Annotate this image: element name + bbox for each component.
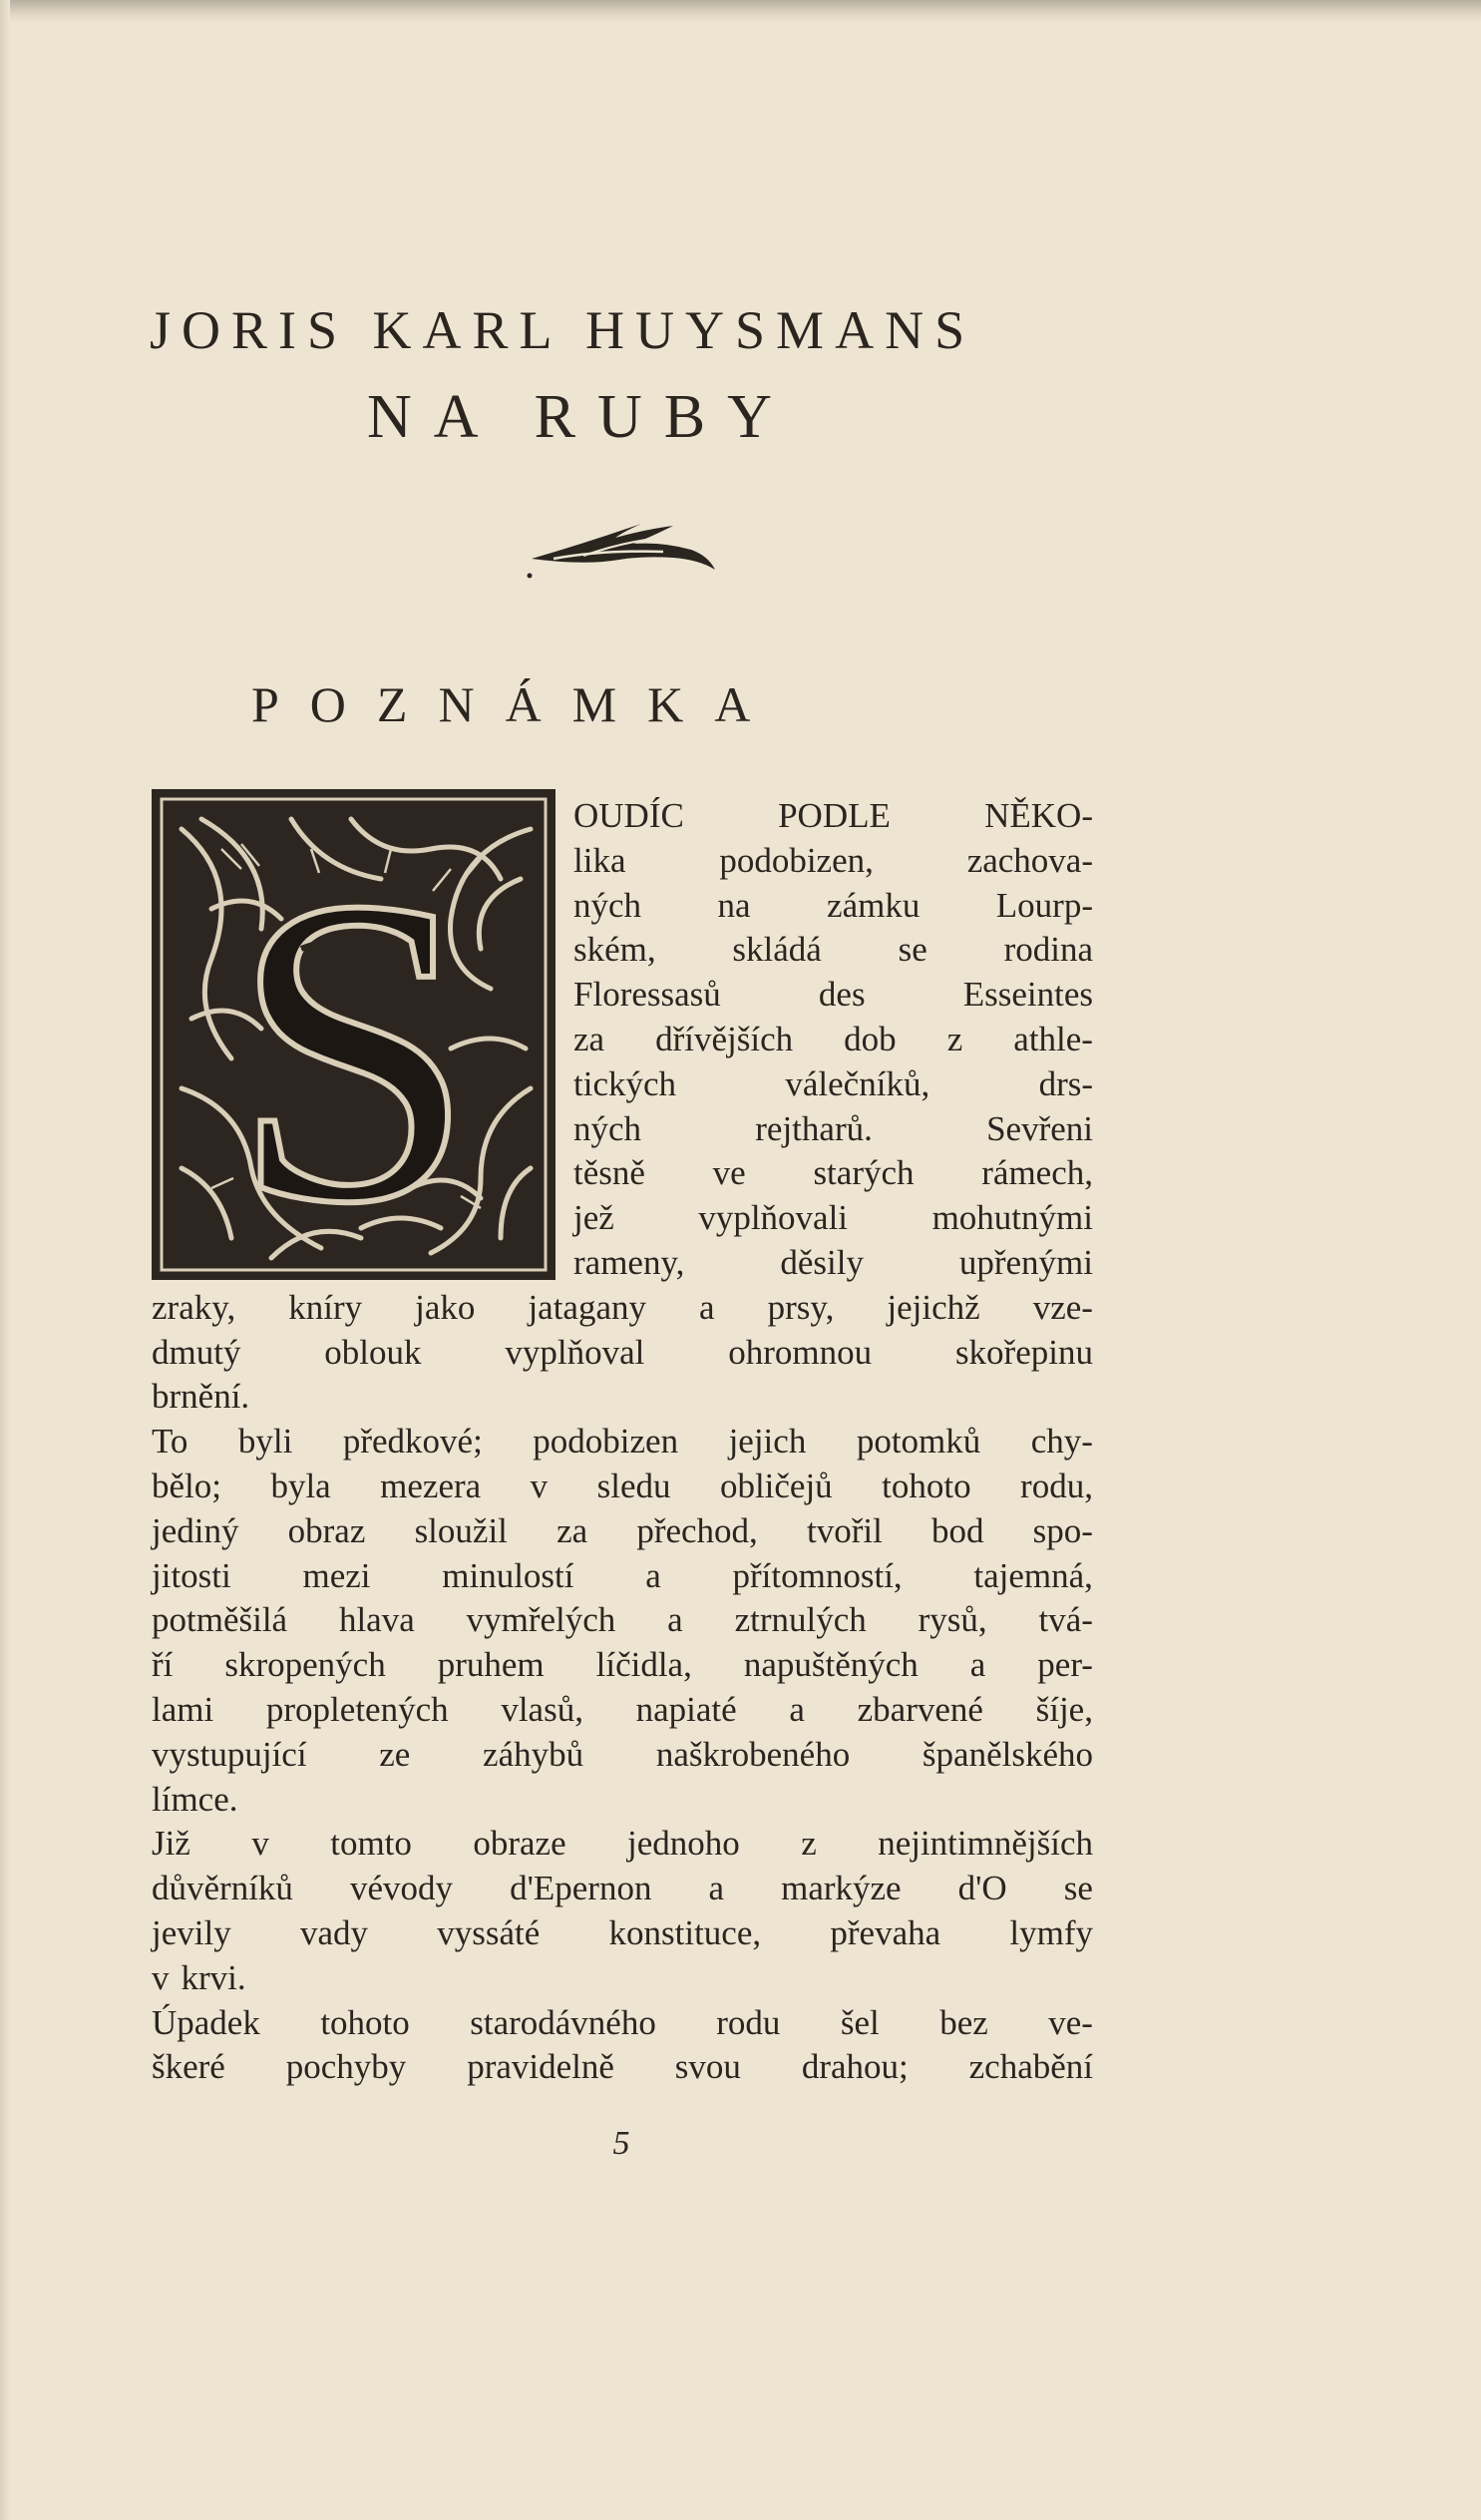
- text-line: [573, 973, 1093, 1018]
- word: ří: [152, 1645, 174, 1685]
- text-line: [573, 1241, 1093, 1286]
- word: rejtharů.: [755, 1108, 873, 1148]
- word: upřenými: [958, 1242, 1093, 1282]
- book-title: NA RUBY: [367, 383, 794, 451]
- word: z: [801, 1824, 817, 1864]
- word: límce.: [152, 1779, 238, 1819]
- word: válečníků,: [785, 1063, 930, 1103]
- word: sledu: [596, 1466, 671, 1505]
- word: ných: [573, 885, 642, 925]
- word: skropených: [224, 1645, 386, 1685]
- word: PODLE: [778, 796, 891, 835]
- word: jednoho: [627, 1824, 740, 1864]
- word: sloužil: [414, 1510, 508, 1550]
- word: svou: [674, 2047, 741, 2087]
- word: tohoto: [882, 1466, 971, 1505]
- word: jevily: [152, 1912, 231, 1952]
- text-line: [152, 1375, 1093, 1420]
- word: d'Epernon: [510, 1869, 652, 1908]
- svg-text:S: S: [230, 808, 476, 1280]
- word: v: [530, 1466, 549, 1505]
- word: tohoto: [320, 2002, 410, 2042]
- word: skládá: [732, 930, 822, 970]
- word: vévody: [349, 1869, 454, 1908]
- word: dmutý: [152, 1332, 241, 1372]
- text-line: [152, 2045, 1093, 2090]
- word: athle-: [1013, 1019, 1093, 1058]
- word: skořepinu: [954, 1332, 1093, 1372]
- text-line: [573, 1107, 1093, 1152]
- word: hlava: [338, 1600, 415, 1640]
- word: z: [946, 1019, 963, 1058]
- word: NĚKO-: [984, 796, 1093, 835]
- word: oblouk: [324, 1332, 422, 1372]
- word: mohutnými: [931, 1198, 1093, 1238]
- word: ztrnulých: [734, 1600, 867, 1640]
- text-line: [152, 1688, 1093, 1733]
- text-line: [152, 1822, 1093, 1867]
- text-line: [152, 1554, 1093, 1599]
- word: Sevřeni: [986, 1108, 1093, 1148]
- word: des: [818, 975, 866, 1015]
- word: ve: [712, 1153, 746, 1193]
- word: vyplňoval: [505, 1332, 645, 1372]
- word: jejich: [728, 1422, 807, 1462]
- word: Lourp-: [995, 885, 1093, 925]
- word: drs-: [1038, 1063, 1093, 1103]
- word: mezi: [302, 1555, 371, 1595]
- word: To: [152, 1422, 188, 1462]
- word: obraze: [473, 1824, 566, 1864]
- text-line: [152, 1733, 1093, 1778]
- word: ných: [573, 1108, 642, 1148]
- word: zachova-: [966, 840, 1093, 880]
- page-left-edge: [0, 0, 10, 2520]
- word: zámku: [827, 885, 921, 925]
- text-line: [573, 1062, 1093, 1107]
- feather-ornament-icon: [524, 504, 723, 584]
- word: rodu,: [1020, 1466, 1093, 1505]
- word: kníry: [288, 1287, 363, 1327]
- word: přítomností,: [732, 1555, 903, 1595]
- word: zraky,: [152, 1287, 236, 1327]
- text-line: [152, 1778, 1093, 1823]
- text-line: [573, 794, 1093, 839]
- text-line: [152, 1420, 1093, 1465]
- word: d'O: [957, 1869, 1007, 1908]
- text-line: [152, 1956, 1093, 2001]
- word: minulostí: [442, 1555, 574, 1595]
- word: jediný: [152, 1510, 239, 1550]
- word: rysů,: [918, 1600, 987, 1640]
- word: lymfy: [1009, 1912, 1093, 1952]
- word: Floressasů: [573, 975, 721, 1015]
- word: děsily: [780, 1242, 864, 1282]
- word: rodina: [1003, 930, 1093, 970]
- word: potměšilá: [152, 1600, 288, 1640]
- word: jitosti: [152, 1555, 231, 1595]
- text-line: [152, 1331, 1093, 1376]
- text-line: [573, 884, 1093, 929]
- word: tických: [573, 1063, 677, 1103]
- text-line: [152, 1509, 1093, 1554]
- word: se: [1063, 1869, 1093, 1908]
- word: naškrobeného: [655, 1734, 851, 1774]
- word: bod: [930, 1510, 984, 1550]
- section-heading: POZNÁMKA: [251, 676, 782, 732]
- word: bez: [939, 2002, 988, 2042]
- word: Již: [152, 1824, 190, 1864]
- word: drahou;: [801, 2047, 909, 2087]
- word: starodávného: [470, 2002, 656, 2042]
- word: byli: [237, 1422, 293, 1462]
- word: a: [708, 1869, 725, 1908]
- word: vlasů,: [501, 1689, 583, 1729]
- word: Úpadek: [152, 2002, 260, 2042]
- word: šel: [840, 2002, 880, 2042]
- word: za: [556, 1510, 588, 1550]
- text-line: [152, 1867, 1093, 1911]
- word: mezera: [380, 1466, 482, 1505]
- word: za: [573, 1019, 605, 1058]
- word: rámech,: [981, 1153, 1093, 1193]
- word: důvěrníků: [152, 1869, 293, 1908]
- word: pochyby: [285, 2047, 407, 2087]
- word: chy-: [1030, 1422, 1093, 1462]
- word: spo-: [1032, 1510, 1093, 1550]
- word: markýze: [781, 1869, 902, 1908]
- word: per-: [1037, 1645, 1093, 1685]
- word: a: [699, 1287, 715, 1327]
- word: potomků: [856, 1422, 981, 1462]
- word: dob: [844, 1019, 897, 1058]
- word: a: [645, 1555, 661, 1595]
- word: rameny,: [573, 1242, 685, 1282]
- author-name: JORIS KARL HUYSMANS: [150, 300, 976, 360]
- word: bělo;: [152, 1466, 221, 1505]
- word: předkové;: [342, 1422, 483, 1462]
- word: pruhem: [437, 1645, 545, 1685]
- text-line: [573, 928, 1093, 973]
- page-top-edge: [0, 0, 1481, 22]
- word: vze-: [1032, 1287, 1093, 1327]
- word: záhybů: [483, 1734, 584, 1774]
- word: obraz: [287, 1510, 366, 1550]
- word: rodu: [716, 2002, 781, 2042]
- text-line: [152, 1465, 1093, 1509]
- word: se: [898, 930, 927, 970]
- text-line: [573, 1151, 1093, 1196]
- word: převaha: [830, 1912, 941, 1952]
- word: konstituce,: [608, 1912, 762, 1952]
- word: v: [251, 1824, 269, 1864]
- word: těsně: [573, 1153, 645, 1193]
- word: a: [667, 1600, 683, 1640]
- word: v: [152, 1957, 170, 1997]
- word: ském,: [573, 930, 656, 970]
- word: tajemná,: [973, 1555, 1093, 1595]
- word: a: [969, 1645, 986, 1685]
- text-line: [152, 1643, 1093, 1688]
- text-line: [152, 1911, 1093, 1956]
- word: lika: [573, 840, 626, 880]
- word: španělského: [922, 1734, 1093, 1774]
- word: starých: [813, 1153, 915, 1193]
- word: ze: [379, 1734, 411, 1774]
- text-line: [152, 1286, 1093, 1331]
- word: na: [717, 885, 751, 925]
- word: krvi.: [181, 1957, 246, 1997]
- word: obličejů: [719, 1466, 833, 1505]
- word: OUDÍC: [573, 796, 684, 835]
- word: jež: [573, 1198, 614, 1238]
- word: napiaté: [635, 1689, 737, 1729]
- word: jatagany: [528, 1287, 647, 1327]
- word: vymřelých: [466, 1600, 616, 1640]
- word: vystupující: [152, 1734, 307, 1774]
- word: ohromnou: [728, 1332, 873, 1372]
- word: vyssáté: [437, 1912, 541, 1952]
- word: propletených: [265, 1689, 449, 1729]
- word: a: [789, 1689, 805, 1729]
- word: jejichž: [887, 1287, 980, 1327]
- page-number: 5: [612, 2125, 630, 2162]
- word: nejintimnějších: [878, 1824, 1093, 1864]
- word: zchabění: [968, 2047, 1093, 2087]
- text-line: [573, 1018, 1093, 1062]
- word: líčidla,: [595, 1645, 692, 1685]
- text-line: [573, 839, 1093, 884]
- word: pravidelně: [467, 2047, 614, 2087]
- word: škeré: [152, 2047, 225, 2087]
- word: šíje,: [1035, 1689, 1093, 1729]
- word: vyplňovali: [698, 1198, 849, 1238]
- text-line: [573, 1196, 1093, 1241]
- word: podobizen,: [719, 840, 874, 880]
- word: tomto: [330, 1824, 412, 1864]
- word: Esseintes: [962, 975, 1093, 1015]
- word: lami: [152, 1689, 214, 1729]
- word: prsy,: [767, 1287, 835, 1327]
- word: byla: [270, 1466, 331, 1505]
- word: napuštěných: [743, 1645, 919, 1685]
- word: zbarvené: [857, 1689, 983, 1729]
- word: tvá-: [1038, 1600, 1093, 1640]
- text-line: [152, 2001, 1093, 2046]
- body-text: [152, 794, 1093, 2090]
- word: vady: [299, 1912, 368, 1952]
- word: jako: [415, 1287, 476, 1327]
- word: ve-: [1048, 2002, 1093, 2042]
- word: podobizen: [533, 1422, 679, 1462]
- text-line: [152, 1598, 1093, 1643]
- word: brnění.: [152, 1377, 250, 1417]
- word: dřívějších: [655, 1019, 794, 1058]
- word: tvořil: [806, 1510, 883, 1550]
- word: přechod,: [636, 1510, 758, 1550]
